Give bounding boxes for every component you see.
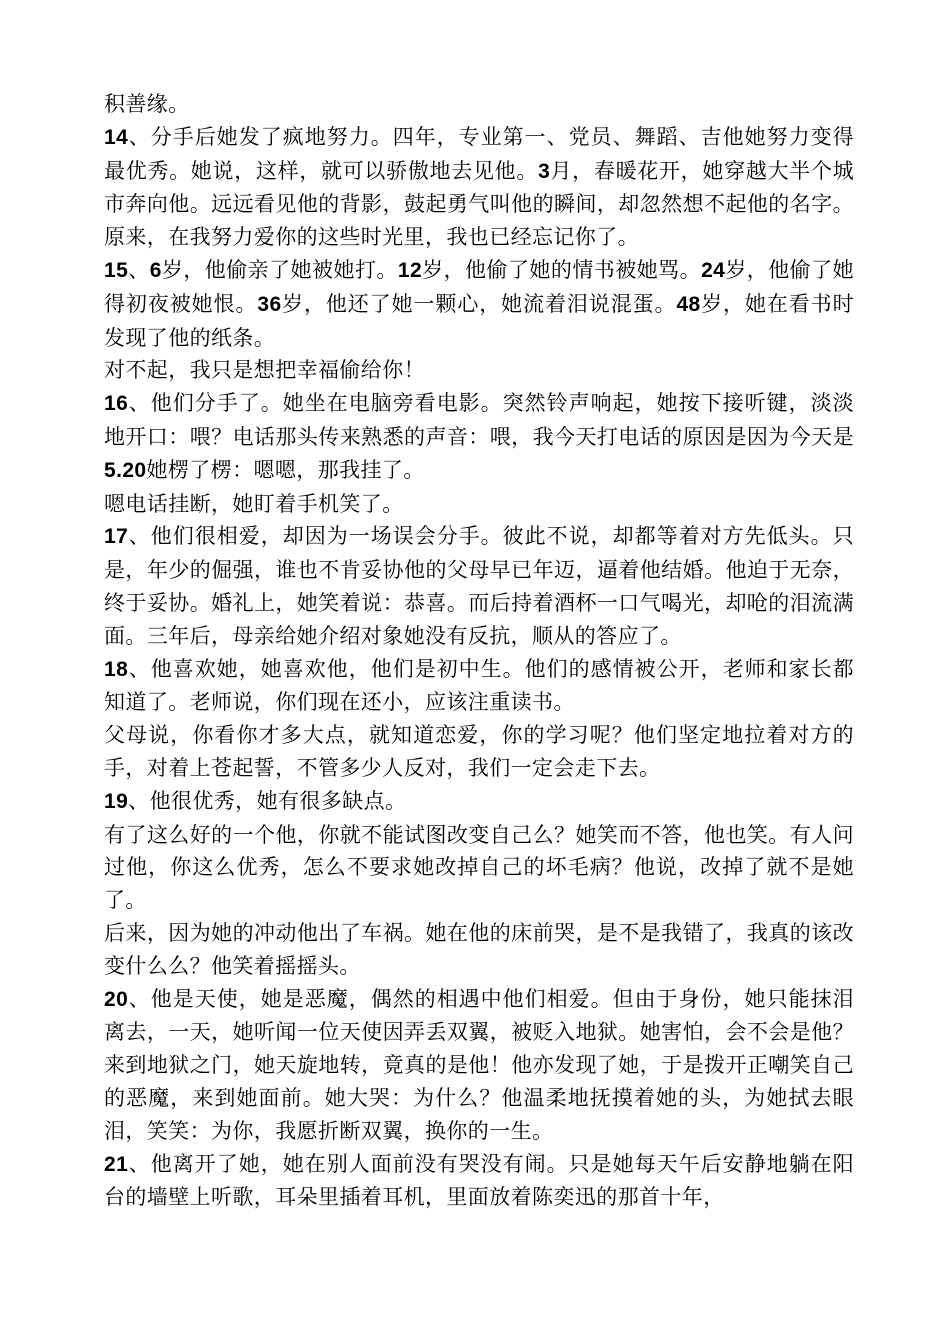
paragraph-text: 她楞了楞：嗯嗯，那我挂了。 bbox=[146, 457, 425, 482]
paragraph-text: 、 bbox=[128, 257, 150, 282]
paragraph bbox=[104, 983, 854, 1148]
paragraph-text: 有了这么好的一个他，你就不能试图改变自己么？她笑而不答，他也笑。有人问过他，你这么优秀，怎么不要求她改掉自己的坏毛病？他说，改掉了就不是她了。 bbox=[104, 822, 854, 913]
paragraph-number: 20 bbox=[104, 987, 129, 1011]
paragraph bbox=[104, 719, 854, 785]
paragraph-number: 48 bbox=[676, 292, 701, 316]
paragraph-number: 6 bbox=[149, 258, 162, 282]
paragraph-text: 后来，因为她的冲动他出了车祸。她在他的床前哭，是不是我错了，我真的该改变什么么？他笑着摇摇头。 bbox=[104, 920, 854, 978]
paragraph-number: 18 bbox=[104, 657, 129, 681]
paragraph-text: 岁，他偷了她得初夜被她恨。 bbox=[104, 257, 854, 316]
paragraph bbox=[104, 121, 854, 254]
paragraph-number: 3 bbox=[538, 159, 551, 183]
paragraph bbox=[104, 653, 854, 720]
paragraph-number: 5.20 bbox=[104, 458, 147, 482]
paragraph bbox=[104, 254, 854, 354]
paragraph-number: 16 bbox=[104, 392, 129, 416]
paragraph-text: 、分手后她发了疯地努力。四年，专业第一、党员、舞蹈、吉他她努力变得最优秀。她说，这样，就可以骄傲地去见他。 bbox=[104, 124, 854, 183]
paragraph-number: 14 bbox=[104, 125, 129, 149]
paragraph-number: 36 bbox=[257, 292, 282, 316]
paragraph-number: 19 bbox=[104, 789, 129, 813]
paragraph-text: 、他们分手了。她坐在电脑旁看电影。突然铃声响起，她按下接听键，淡淡地开口：喂？电话那头传来熟悉的声音：喂，我今天打电话的原因是因为今天是 bbox=[104, 391, 854, 449]
paragraph-text: 岁，他偷亲了她被她打。 bbox=[161, 257, 398, 282]
paragraph bbox=[104, 488, 854, 521]
paragraph bbox=[104, 819, 854, 917]
paragraph-text: 岁，他还了她一颗心，她流着泪说混蛋。 bbox=[281, 291, 677, 316]
paragraph-text: 父母说，你看你才多大点，就知道恋爱，你的学习呢？他们坚定地拉着对方的手，对着上苍起誓，不管多少人反对，我们一定会走下去。 bbox=[104, 723, 854, 780]
paragraph-number: 21 bbox=[104, 1152, 129, 1176]
paragraph-number: 24 bbox=[701, 258, 726, 282]
paragraph-number: 12 bbox=[397, 258, 423, 282]
paragraph bbox=[104, 520, 854, 652]
paragraph-text: 嗯电话挂断，她盯着手机笑了。 bbox=[104, 491, 404, 516]
paragraph-text: 、他离开了她，她在别人面前没有哭没有闹。只是她每天午后安静地躺在阳台的墙壁上听歌，耳朵里插着耳机，里面放着陈奕迅的那首十年， bbox=[104, 1151, 854, 1210]
paragraph-number: 15 bbox=[104, 258, 129, 282]
paragraph bbox=[104, 1148, 854, 1215]
paragraph bbox=[104, 387, 854, 487]
paragraph-text: 对不起，我只是想把幸福偷给你！ bbox=[104, 358, 425, 383]
paragraph-text: 、他们很相爱，却因为一场误会分手。彼此不说，却都等着对方先低头。只是，年少的倔强，谁也不肯妥协他的父母早已年迈，逼着他结婚。他迫于无奈，终于妥协。婚礼上，她笑着说：恭喜。而后持着酒杯一口气喝光，却呛的泪流满面。三年后，母亲给她介绍对象她没有反抗，顺从的答应了。 bbox=[104, 524, 854, 648]
paragraph-text: 、他是天使，她是恶魔，偶然的相遇中他们相爱。但由于身份，她只能抹泪离去，一天，她听闻一位天使因弄丢双翼，被贬入地狱。她害怕，会不会是他？来到地狱之门，她天旋地转，竟真的是他！他亦发现了她，于是拨开正嘲笑自己的恶魔，来到她面前。她大哭：为什么？他温柔地抚摸着她的头，为她拭去眼泪，笑笑：为你，我愿折断双翼，换你的一生。 bbox=[104, 986, 854, 1143]
document-page bbox=[104, 88, 854, 1214]
paragraph-text: 、他喜欢她，她喜欢他，他们是初中生。他们的感情被公开，老师和家长都知道了。老师说，你们现在还小，应该注重读书。 bbox=[104, 656, 854, 715]
paragraph-number: 17 bbox=[104, 525, 129, 549]
paragraph bbox=[104, 354, 854, 387]
paragraph-text: 岁，她在看书时发现了他的纸条。 bbox=[104, 291, 854, 350]
paragraph-text: 积善缘。 bbox=[104, 92, 190, 116]
paragraph-text: 月，春暖花开，她穿越大半个城市奔向他。远远看见他的背影，鼓起勇气叫他的瞬间，却忽然想不起他的名字。原来，在我努力爱你的这些时光里，我也已经忘记你了。 bbox=[104, 158, 854, 250]
paragraph bbox=[104, 785, 854, 819]
paragraph bbox=[104, 88, 854, 121]
paragraph bbox=[104, 917, 854, 983]
paragraph-text: 岁，他偷了她的情书被她骂。 bbox=[422, 257, 702, 282]
paragraph-text: 、他很优秀，她有很多缺点。 bbox=[128, 788, 407, 813]
